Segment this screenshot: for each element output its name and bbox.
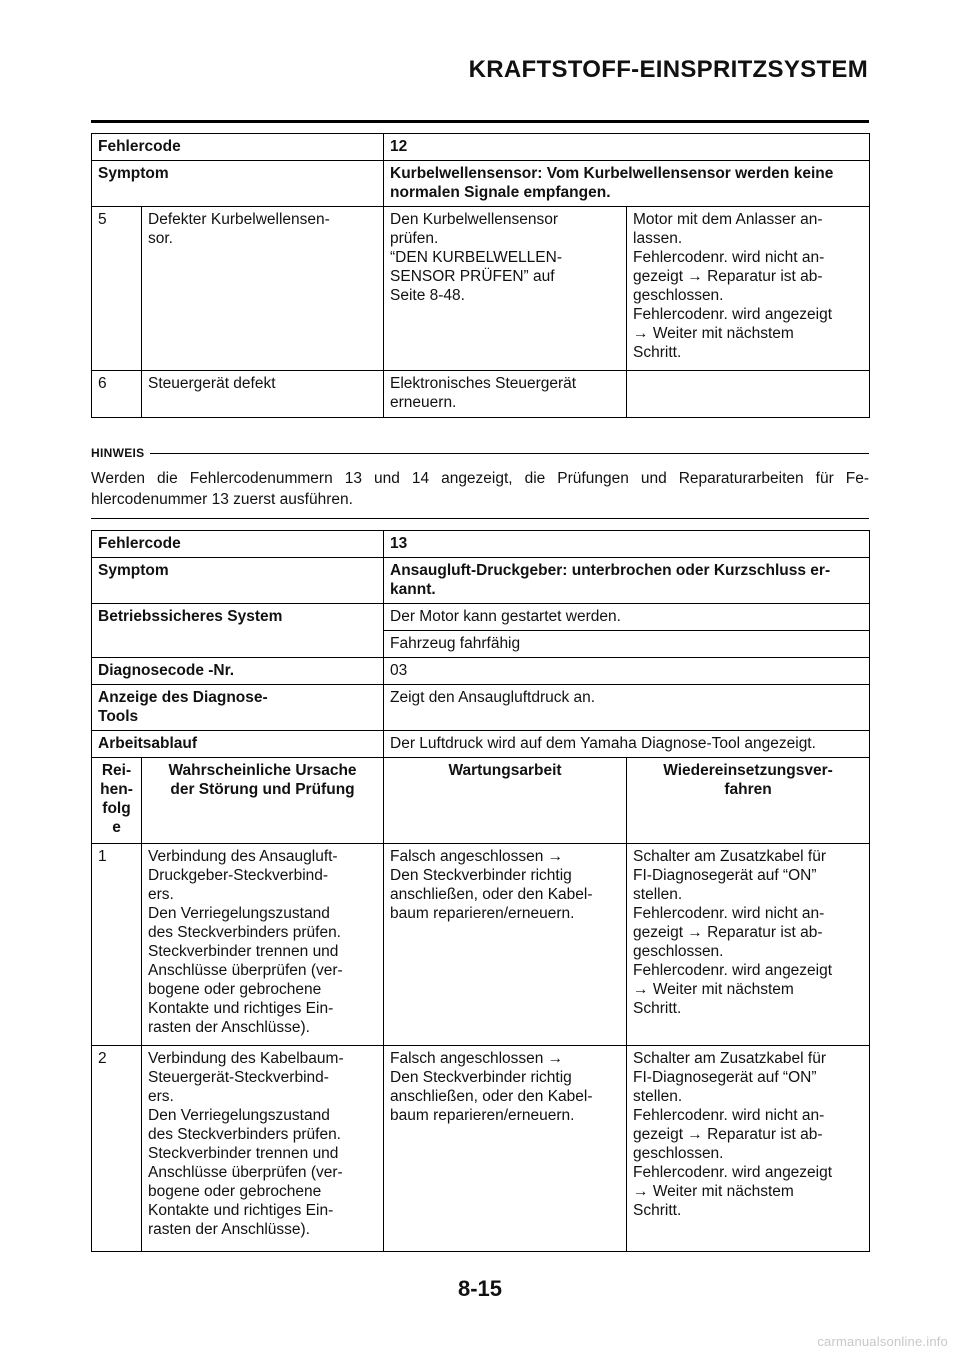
order-header: Rei- hen- folg e [92,758,142,844]
note-text: Werden die Fehlercodenummern 13 und 14 angezeigt, die Prüfungen und Reparaturarbeiten für Fe-hlercodenummer 13 zuerst ausführen. [91,470,869,508]
code-label: Fehlercode [92,531,384,558]
cause-cell: Defekter Kurbelwellensen- sor. [142,207,384,371]
symptom-row [92,161,870,207]
table-row [92,207,870,371]
code-row [92,531,870,558]
tool-display-row [92,685,870,731]
failsafe-value: Der Motor kann gestartet werden. [384,604,870,631]
code-label: Fehlercode [92,134,384,161]
action-cell: Den Kurbelwellensensor prüfen. “DEN KURBELWELLEN- SENSOR PRÜFEN” auf Seite 8-48. [384,207,627,371]
procedure-label: Arbeitsablauf [92,731,384,758]
symptom-value: Ansaugluft-Druckgeber: unterbrochen oder Kurzschluss er- kannt. [384,558,870,604]
recovery-header: Wiedereinsetzungsver- fahren [627,758,870,844]
step-number: 6 [92,371,142,418]
cause-cell: Verbindung des Ansaugluft- Druckgeber-Steckverbind- ers. Den Verriegelungszustand des Steckverbinders prüfen. Steckverbinder trennen und Anschlüsse überprüfen (ver- bogene oder gebrochene Kontakte und richtiges Ein- rasten der Anschlüsse). [142,844,384,1046]
procedure-value: Der Luftdruck wird auf dem Yamaha Diagnose-Tool angezeigt. [384,731,870,758]
code-value: 12 [384,134,870,161]
note-label: HINWEIS [91,446,145,460]
step-number: 1 [92,844,142,1046]
note-box [91,446,869,519]
failsafe-value: Fahrzeug fahrfähig [384,631,870,658]
recovery-cell: Schalter am Zusatzkabel für FI-Diagnosegerät auf “ON” stellen. Fehlercodenr. wird nicht an- gezeigt → Reparatur ist ab- geschlossen. Fehlercodenr. wird angezeigt → Weiter mit nächstem Schritt. [627,844,870,1046]
cause-cell: Verbindung des Kabelbaum- Steuergerät-Steckverbind- ers. Den Verriegelungszustand des Steckverbinders prüfen. Steckverbinder trennen und Anschlüsse überprüfen (ver- bogene oder gebrochene Kontakte und richtiges Ein- rasten der Anschlüsse). [142,1046,384,1252]
step-number: 5 [92,207,142,371]
fault-table-13 [91,530,870,1252]
symptom-value: Kurbelwellensensor: Vom Kurbelwellensensor werden keine normalen Signale empfangen. [384,161,870,207]
note-divider [150,453,869,454]
step-number: 2 [92,1046,142,1252]
symptom-label: Symptom [92,558,384,604]
action-cell: Elektronisches Steuergerät erneuern. [384,371,627,418]
table-row [92,1046,870,1252]
tool-display-value: Zeigt den Ansaugluftdruck an. [384,685,870,731]
code-row [92,134,870,161]
recovery-cell [627,371,870,418]
action-cell: Falsch angeschlossen → Den Steckverbinder richtig anschließen, oder den Kabel- baum reparieren/erneuern. [384,844,627,1046]
diagnostic-code-label: Diagnosecode -Nr. [92,658,384,685]
procedure-row [92,731,870,758]
page-number: 8-15 [457,1276,503,1301]
action-cell: Falsch angeschlossen → Den Steckverbinder richtig anschließen, oder den Kabel- baum reparieren/erneuern. [384,1046,627,1252]
cause-cell: Steuergerät defekt [142,371,384,418]
note-end-rule [91,518,869,519]
recovery-cell: Schalter am Zusatzkabel für FI-Diagnosegerät auf “ON” stellen. Fehlercodenr. wird nicht an- gezeigt → Reparatur ist ab- geschlossen. Fehlercodenr. wird angezeigt → Weiter mit nächstem Schritt. [627,1046,870,1252]
watermark: carmanualsonline.info [817,1334,948,1349]
failsafe-row [92,604,870,631]
diagnostic-code-value: 03 [384,658,870,685]
cause-header: Wahrscheinliche Ursache der Störung und Prüfung [142,758,384,844]
failsafe-label: Betriebssicheres System [92,604,384,658]
page-title: KRAFTSTOFF-EINSPRITZSYSTEM [468,56,868,83]
tool-display-label: Anzeige des Diagnose- Tools [92,685,384,731]
note-header [91,446,869,460]
table-row [92,371,870,418]
column-header-row [92,758,870,844]
title-rule [91,120,869,123]
diagnostic-code-row [92,658,870,685]
fault-table-12 [91,133,870,418]
symptom-label: Symptom [92,161,384,207]
recovery-cell: Motor mit dem Anlasser an- lassen. Fehlercodenr. wird nicht an- gezeigt → Reparatur ist ab- geschlossen. Fehlercodenr. wird angezeigt → Weiter mit nächstem Schritt. [627,207,870,371]
code-value: 13 [384,531,870,558]
action-header: Wartungsarbeit [384,758,627,844]
table-row [92,844,870,1046]
symptom-row [92,558,870,604]
